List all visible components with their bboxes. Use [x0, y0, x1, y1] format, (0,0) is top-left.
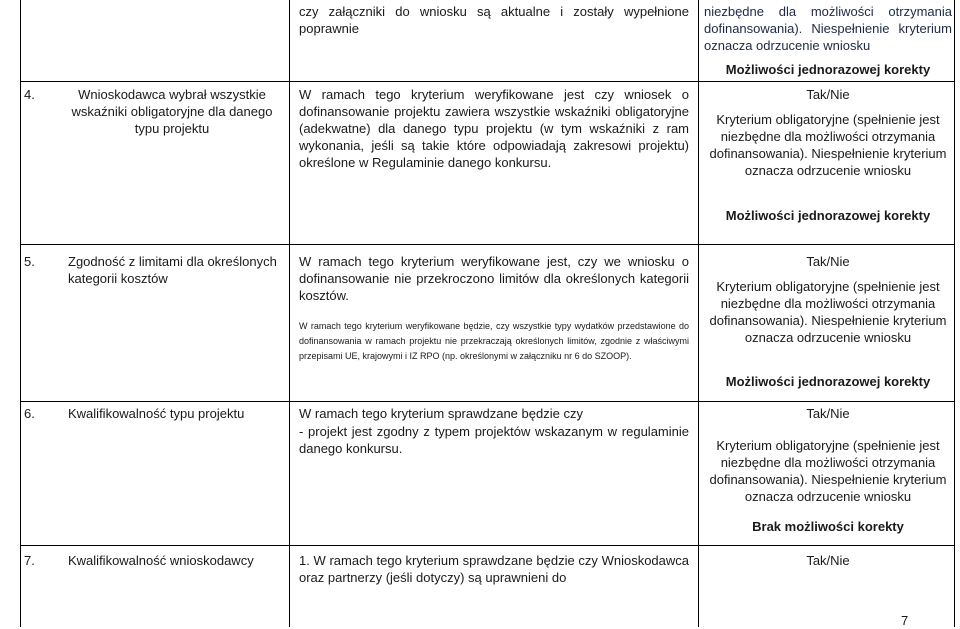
assessment-value: Tak/Nie — [806, 553, 850, 568]
table-border-right — [954, 0, 955, 627]
page-number: 7 — [901, 613, 909, 628]
correction-info: Możliwości jednorazowej korekty — [725, 374, 931, 389]
assessment-value: Tak/Nie — [806, 406, 850, 421]
table-column-divider — [698, 0, 699, 627]
top-row-description: czy załączniki do wniosku są aktualne i zostały wypełnione poprawnie — [299, 4, 689, 36]
criterion-type: Kryterium obligatoryjne (spełnienie jest niezbędne dla możliwości otrzymania dofinansowania). Niespełnienie kryterium oznacza odrzucenie wniosku — [709, 438, 947, 504]
criterion-description: W ramach tego kryterium weryfikowane jest czy wniosek o dofinansowanie projektu zawiera wszystkie wskaźniki obligatoryjne (adekwatne) dla danego typu projektu (w tym wskaźniki z ram wykonania, jeśli są takie które odpowiadają zakresowi projektu) określone w Regulaminie danego konkursu. — [299, 87, 689, 170]
criterion-description: 1. W ramach tego kryterium sprawdzane będzie czy Wnioskodawca oraz partnerzy (jeśli dotyczy) są uprawnieni do — [299, 553, 689, 585]
criterion-description-item: - projekt jest zgodny z typem projektów wskazanym w regulaminie danego konkursu. — [299, 424, 689, 456]
top-row-criterion: niezbędne dla możliwości otrzymania dofinansowania). Niespełnienie kryterium oznacza odrzucenie wniosku — [704, 4, 952, 53]
correction-info: Brak możliwości korekty — [752, 519, 904, 534]
assessment-value: Tak/Nie — [806, 254, 850, 269]
criterion-type: Kryterium obligatoryjne (spełnienie jest niezbędne dla możliwości otrzymania dofinansowania). Niespełnienie kryterium oznacza odrzucenie wniosku — [709, 279, 947, 345]
correction-info: Możliwości jednorazowej korekty — [725, 208, 931, 223]
criterion-description: W ramach tego kryterium weryfikowane jest, czy we wniosku o dofinansowanie nie przekroczono limitów dla określonych kategorii kosztów. — [299, 254, 689, 303]
criterion-name: Wnioskodawca wybrał wszystkie wskaźniki obligatoryjne dla danego typu projektu — [71, 87, 273, 136]
table-row-divider — [20, 81, 955, 82]
table-row-divider — [20, 401, 955, 402]
criterion-name: Kwalifikowalność wnioskodawcy — [68, 553, 254, 568]
table-row-number: 7. — [24, 553, 35, 568]
criterion-type: Kryterium obligatoryjne (spełnienie jest niezbędne dla możliwości otrzymania dofinansowania). Niespełnienie kryterium oznacza odrzucenie wniosku — [709, 112, 947, 178]
table-row-divider — [20, 545, 955, 546]
criterion-name: Zgodność z limitami dla określonych kategorii kosztów — [68, 254, 277, 286]
assessment-value: Tak/Nie — [806, 87, 850, 102]
table-column-divider — [289, 0, 290, 627]
table-row-divider — [20, 244, 955, 245]
table-border-left — [20, 0, 21, 627]
table-row-number: 6. — [24, 406, 35, 421]
criterion-name: Kwalifikowalność typu projektu — [68, 406, 245, 421]
criterion-description-note: W ramach tego kryterium weryfikowane będzie, czy wszystkie typy wydatków przedstawione do dofinansowania w ramach projektu nie przekraczają określonych limitów, zgodnie z właściwymi przepisami UE, krajowymi i IZ RPO (np. określonymi w załączniku nr 6 do SZOOP). — [299, 321, 689, 361]
top-row-correction: Możliwości jednorazowej korekty — [725, 62, 931, 77]
table-row-number: 4. — [24, 87, 35, 102]
criterion-description: W ramach tego kryterium sprawdzane będzie czy — [299, 406, 583, 421]
table-row-number: 5. — [24, 254, 35, 269]
